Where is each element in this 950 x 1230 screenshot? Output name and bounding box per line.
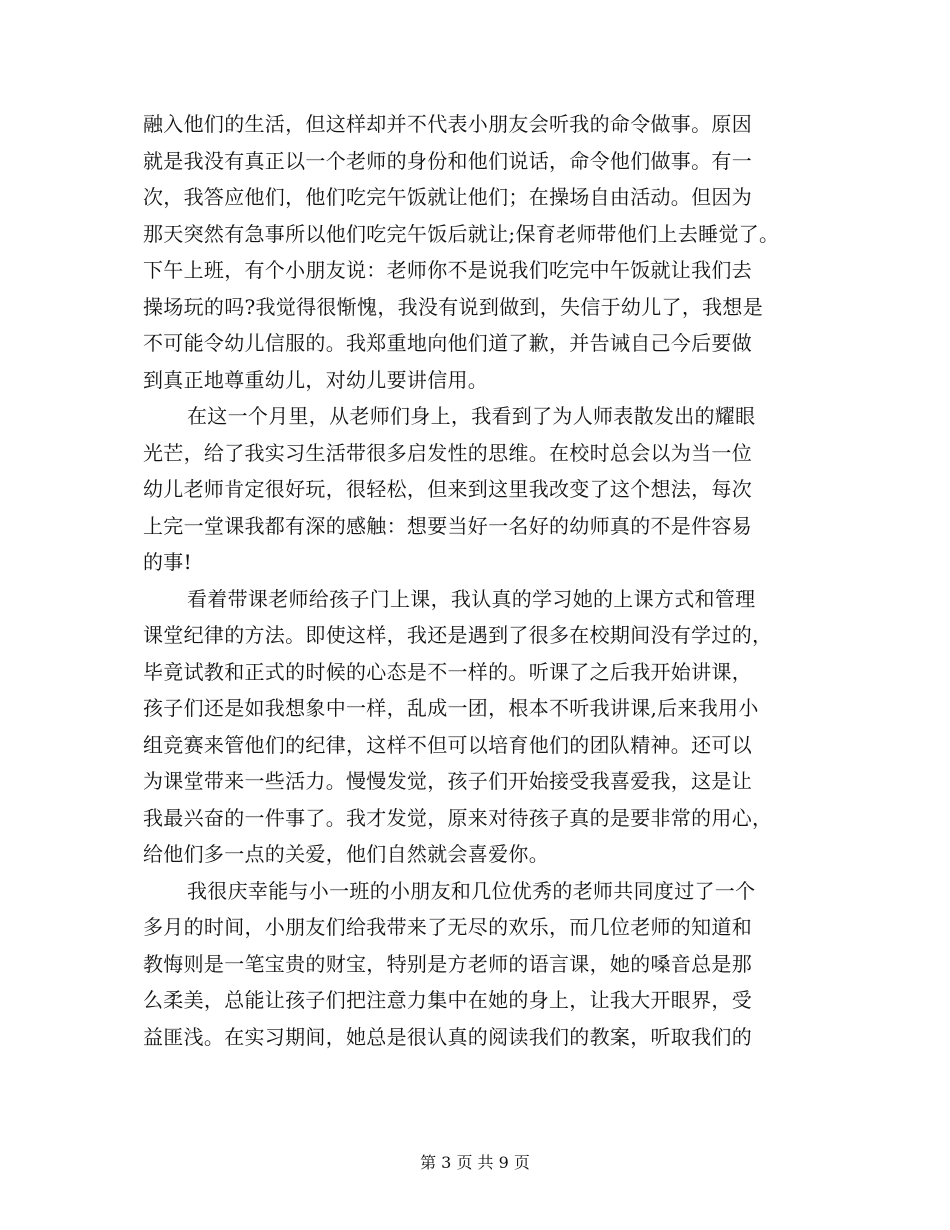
- paragraph-first-line: 在这一个月里，从老师们身上，我看到了为人师表散发出的耀眼: [187, 404, 756, 428]
- text-line: 组竞赛来管他们的纪律，这样不但可以培育他们的团队精神。还可以: [143, 732, 752, 757]
- text-line: 光芒，给了我实习生活带很多启发性的思维。在校时总会以为当一位: [143, 440, 752, 465]
- paragraph-first-line: 看着带课老师给孩子门上课，我认真的学习她的上课方式和管理: [187, 586, 756, 611]
- document-body: [143, 106, 809, 1055]
- text-line: 为课堂带来一些活力。慢慢发觉，孩子们开始接受我喜爱我，这是让: [143, 769, 752, 793]
- text-line: 到真正地尊重幼儿，对幼儿要讲信用。: [143, 367, 489, 392]
- page-number-footer: 第 3 页 共 9 页: [420, 1153, 530, 1172]
- text-line: 下午上班，有个小朋友说：老师你不是说我们吃完中午饭就让我们去: [143, 258, 752, 282]
- text-line: 的事!: [143, 550, 192, 574]
- text-line: 那天突然有急事所以他们吃完午饭后就让;保育老师带他们上去睡觉了。: [143, 221, 780, 246]
- text-line: 给他们多一点的关爱，他们自然就会喜爱你。: [143, 842, 549, 866]
- text-line: 教悔则是一笔宝贵的财宝，特别是方老师的语言课，她的嗓音总是那: [143, 951, 752, 976]
- text-line: 毕竟试教和正式的时候的心态是不一样的。听课了之后我开始讲课，: [143, 659, 752, 684]
- text-line: 课堂纪律的方法。即使这样，我还是遇到了很多在校期间没有学过的，: [143, 623, 773, 647]
- text-line: 么柔美，总能让孩子们把注意力集中在她的身上，让我大开眼界，受: [143, 988, 752, 1012]
- text-line: 次，我答应他们，他们吃完午饭就让他们；在操场自由活动。但因为: [143, 185, 752, 209]
- text-line: 益匪浅。在实习期间，她总是很认真的阅读我们的教案，听取我们的: [143, 1024, 752, 1049]
- text-line: 多月的时间，小朋友们给我带来了无尽的欢乐，而几位老师的知道和: [143, 915, 752, 939]
- text-line: 上完一堂课我都有深的感触：想要当好一名好的幼师真的不是件容易: [143, 513, 752, 538]
- paragraph-first-line: 我很庆幸能与小一班的小朋友和几位优秀的老师共同度过了一个: [187, 878, 756, 903]
- text-line: 幼儿老师肯定很好玩，很轻松，但来到这里我改变了这个想法，每次: [143, 477, 752, 501]
- text-line: 操场玩的吗?我觉得很惭愧，我没有说到做到，失信于幼儿了，我想是: [143, 294, 764, 319]
- text-line: 就是我没有真正以一个老师的身份和他们说话，命令他们做事。有一: [143, 148, 752, 173]
- text-line: 不可能令幼儿信服的。我郑重地向他们道了歉，并告诫自己今后要做: [143, 331, 752, 355]
- text-line: 孩子们还是如我想象中一样，乱成一团，根本不听我讲课,后来我用小: [143, 696, 759, 720]
- text-line: 融入他们的生活，但这样却并不代表小朋友会听我的命令做事。原因: [143, 112, 752, 136]
- text-line: 我最兴奋的一件事了。我才发觉，原来对待孩子真的是要非常的用心，: [143, 805, 773, 830]
